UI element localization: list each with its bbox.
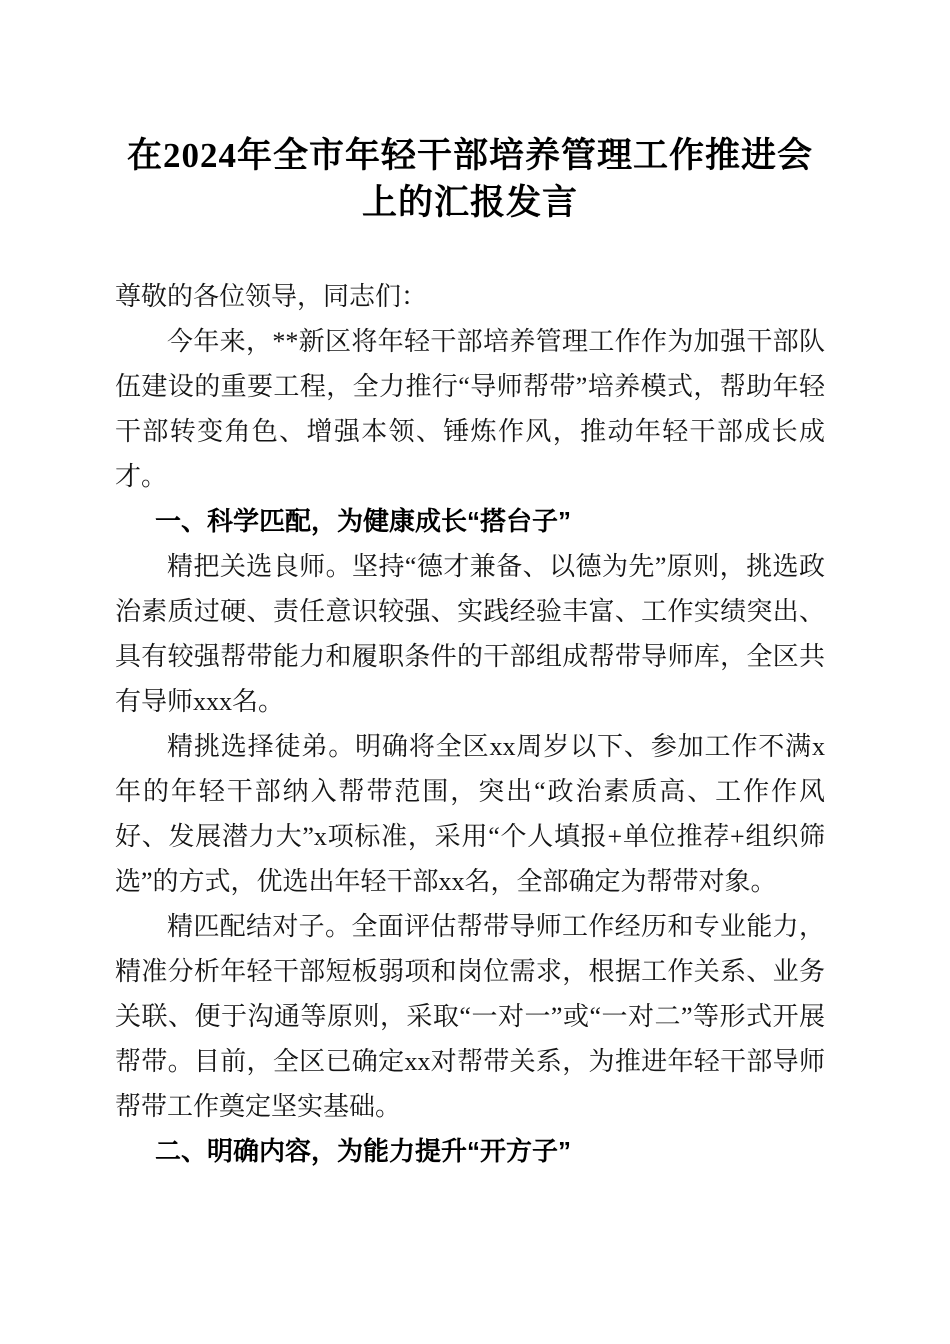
body-paragraph-mentee-selection: 精挑选择徒弟。明确将全区xx周岁以下、参加工作不满x年的年轻干部纳入帮带范围，突出“政治素质高、工作作风好、发展潜力大”x项标准，采用“个人填报+单位推荐+组织筛选”的方式，优选出年轻干部xx名，全部确定为帮带对象。 bbox=[115, 732, 825, 896]
document-title bbox=[115, 0, 825, 226]
body-paragraph-pairing: 精匹配结对子。全面评估帮带导师工作经历和专业能力，精准分析年轻干部短板弱项和岗位需求，根据工作关系、业务关联、便于沟通等原则，采取“一对一”或“一对二”等形式开展帮带。目前，全区已确定xx对帮带关系，为推进年轻干部导师帮带工作奠定坚实基础。 bbox=[115, 912, 825, 1121]
document-body bbox=[115, 274, 825, 1174]
body-paragraph-intro: 今年来，**新区将年轻干部培养管理工作作为加强干部队伍建设的重要工程，全力推行“导师帮带”培养模式，帮助年轻干部转变角色、增强本领、锤炼作风，推动年轻干部成长成才。 bbox=[115, 327, 825, 491]
body-paragraph-mentor-selection: 精把关选良师。坚持“德才兼备、以德为先”原则，挑选政治素质过硬、责任意识较强、实践经验丰富、工作实绩突出、具有较强帮带能力和履职条件的干部组成帮带导师库，全区共有导师xxx名。 bbox=[115, 552, 825, 716]
document-title-line-2: 上的汇报发言 bbox=[361, 183, 578, 222]
section-heading-2: 二、明确内容，为能力提升“开方子” bbox=[155, 1136, 572, 1166]
section-heading-1: 一、科学匹配，为健康成长“搭台子” bbox=[155, 506, 572, 536]
document-title-line-1: 在2024年全市年轻干部培养管理工作推进会 bbox=[126, 136, 813, 175]
salutation: 尊敬的各位领导，同志们： bbox=[115, 282, 428, 311]
